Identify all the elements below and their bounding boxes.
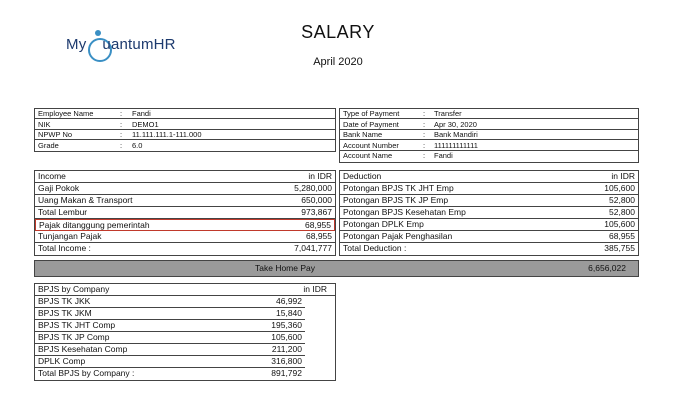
payment-sep: : [423,119,426,129]
employee-sep: : [120,130,123,139]
bpjs-row [35,356,305,368]
payment-row [340,109,638,119]
deduction-row [340,219,638,231]
take-home-pay-bar [34,260,639,277]
payment-sep: : [423,140,426,150]
income-label: Pajak ditanggung pemerintah [39,220,150,230]
bpjs-total-label: Total BPJS by Company : [38,368,135,378]
payment-value: Apr 30, 2020 [434,119,477,129]
bpjs-value: 211,200 [271,344,302,354]
bpjs-label: BPJS TK JHT Comp [38,320,116,330]
payment-label: Date of Payment [343,119,399,129]
income-label: Tunjangan Pajak [38,231,102,241]
income-value: 650,000 [301,195,332,205]
bpjs-header-row [35,284,335,296]
bpjs-label: BPJS TK JKK [38,296,91,306]
employee-label: NIK [38,119,51,129]
payment-row [340,130,638,140]
employee-row [35,109,335,119]
bpjs-row [35,320,305,332]
employee-row [35,120,335,130]
payment-value: Bank Mandiri [434,130,478,139]
deduction-row [340,231,638,243]
bpjs-label: DPLK Comp [38,356,86,366]
bpjs-value: 15,840 [276,308,302,318]
income-total-row [35,243,335,255]
deduction-currency: in IDR [611,171,635,181]
payment-value: Fandi [434,151,453,160]
deduction-value: 52,800 [609,195,635,205]
bpjs-value: 195,360 [271,320,302,330]
bpjs-header: BPJS by Company [38,284,110,294]
employee-value: 6.0 [132,140,143,150]
deduction-label: Potongan BPJS TK JHT Emp [343,183,454,193]
payment-label: Type of Payment [343,109,400,118]
employee-label: NPWP No [38,130,73,139]
employee-label: Grade [38,140,59,150]
deduction-label: Potongan DPLK Emp [343,219,424,229]
income-label: Total Lembur [38,207,88,217]
take-home-pay-value: 6,656,022 [588,263,626,273]
deduction-total-label: Total Deduction : [343,243,407,253]
employee-sep: : [120,140,123,150]
income-label: Gaji Pokok [38,183,80,193]
bpjs-row [35,296,305,308]
bpjs-label: BPJS TK JKM [38,308,92,318]
income-table [34,170,336,256]
employee-row [35,141,335,151]
income-value: 973,867 [301,207,332,217]
payment-label: Account Number [343,140,399,150]
income-value: 68,955 [306,231,332,241]
deduction-value: 105,600 [604,183,635,193]
payment-value: 111111111111 [434,140,478,150]
bpjs-currency: in IDR [303,284,327,294]
take-home-pay-label: Take Home Pay [255,263,315,273]
income-total-label: Total Income : [38,243,91,253]
income-label: Uang Makan & Transport [38,195,133,205]
bpjs-total-value: 891,792 [271,368,302,378]
deduction-row [340,207,638,219]
income-row-highlighted [35,219,335,231]
employee-sep: : [120,119,123,129]
payment-value: Transfer [434,109,462,118]
payment-sep: : [423,151,426,160]
bpjs-label: BPJS Kesehatan Comp [38,344,128,354]
payment-row [340,141,638,151]
page-title: SALARY [301,22,375,42]
logo-text-right: uantumHR [102,36,176,53]
bpjs-row [35,332,305,344]
bpjs-row [35,308,305,320]
logo-text-left: My [66,36,87,53]
deduction-value: 52,800 [609,207,635,217]
income-row [35,207,335,219]
deduction-row [340,183,638,195]
income-row [35,183,335,195]
deduction-table [339,170,639,256]
deduction-header: Deduction [343,171,382,181]
bpjs-value: 316,800 [271,356,302,366]
income-value: 5,280,000 [294,183,332,193]
deduction-label: Potongan Pajak Penghasilan [343,231,453,241]
bpjs-label: BPJS TK JP Comp [38,332,110,342]
income-header-row [35,171,335,183]
payment-row [340,151,638,161]
employee-value: 11.111.111.1-111.000 [132,130,202,139]
deduction-value: 68,955 [609,231,635,241]
employee-value: DEMO1 [132,119,159,129]
employee-sep: : [120,109,123,118]
income-currency: in IDR [308,171,332,181]
income-value: 68,955 [305,220,331,230]
payment-row [340,120,638,130]
income-row [35,231,335,243]
employee-info-box [34,108,336,152]
bpjs-value: 46,992 [276,296,302,306]
employee-label: Employee Name [38,109,94,118]
bpjs-value: 105,600 [271,332,302,342]
deduction-label: Potongan BPJS TK JP Emp [343,195,449,205]
income-header: Income [38,171,66,181]
employee-row [35,130,335,140]
income-row [35,195,335,207]
payment-sep: : [423,130,426,139]
bpjs-company-table [34,283,336,381]
bpjs-total-row [35,368,305,380]
payment-sep: : [423,109,426,118]
employee-value: Fandi [132,109,151,118]
deduction-total-value: 385,755 [604,243,635,253]
deduction-row [340,195,638,207]
income-total-value: 7,041,777 [294,243,332,253]
payment-info-box [339,108,639,163]
pay-period: April 2020 [313,56,363,68]
deduction-total-row [340,243,638,255]
bpjs-row [35,344,305,356]
deduction-header-row [340,171,638,183]
payment-label: Account Name [343,151,393,160]
payment-label: Bank Name [343,130,383,139]
deduction-value: 105,600 [604,219,635,229]
deduction-label: Potongan BPJS Kesehatan Emp [343,207,466,217]
